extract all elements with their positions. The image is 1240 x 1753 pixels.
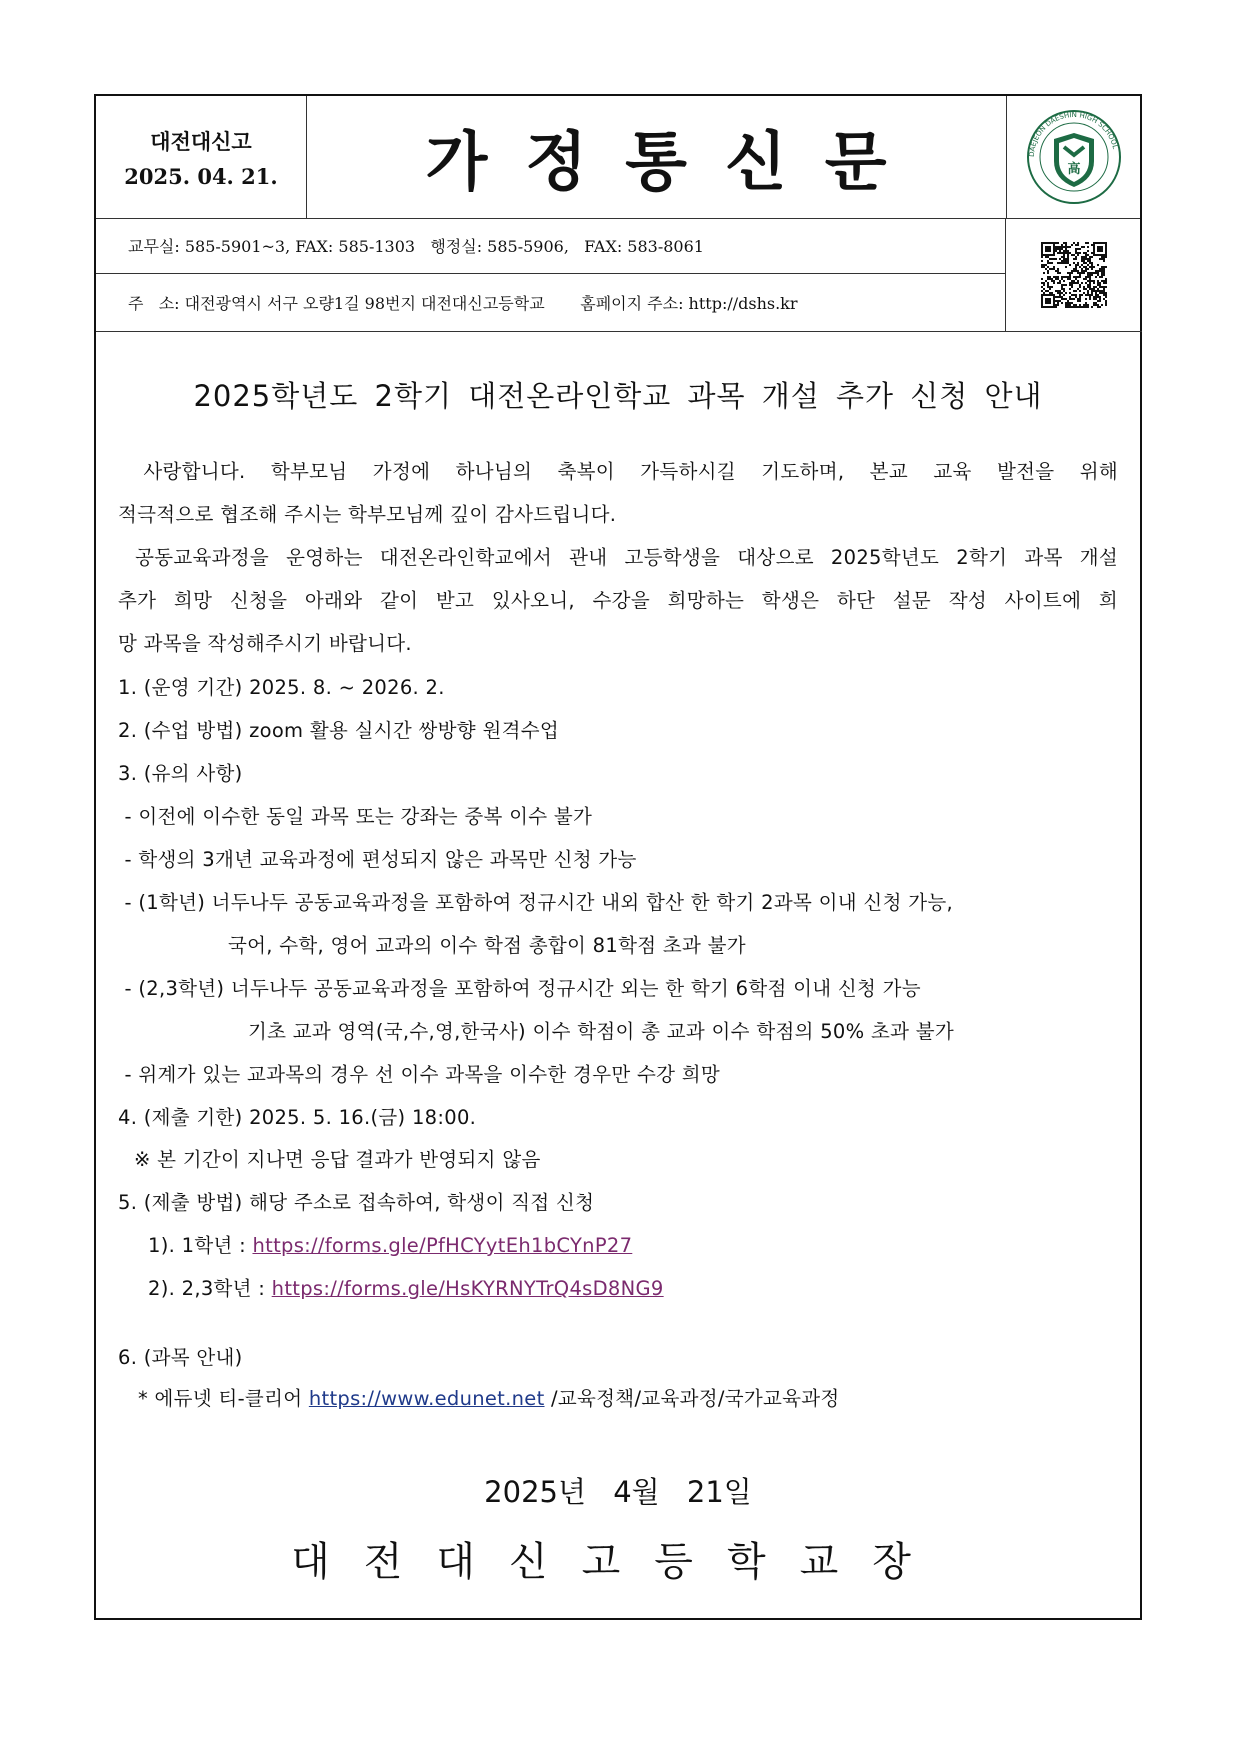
grade23-form-link[interactable]: https://forms.gle/HsKYRNYTrQ4sD8NG9 (271, 1277, 664, 1300)
intro2-paragraph (118, 536, 1118, 665)
intro-line: 적극적으로 협조해 주시는 학부모님께 깊이 감사드립니다. (118, 503, 617, 526)
note-prerequisite: - 위계가 있는 교과목의 경우 선 이수 과목을 이수한 경우만 수강 희망 (118, 1063, 721, 1086)
item-period: 1. (운영 기간) 2025. 8. ~ 2026. 2. (118, 676, 445, 699)
header (96, 96, 1140, 219)
item-method: 2. (수업 방법) zoom 활용 실시간 쌍방향 원격수업 (118, 719, 559, 742)
deadline-warning: ※ 본 기간이 지나면 응답 결과가 반영되지 않음 (134, 1148, 541, 1171)
school-emblem-icon (1026, 109, 1122, 205)
newsletter-title-box (306, 96, 1007, 218)
submit-grade23-label: 2). 2,3학년 : (148, 1277, 272, 1300)
note-grade23-limit: 기초 교과 영역(국,수,영,한국사) 이수 학점이 총 교과 이수 학점의 50% 초과 불가 (248, 1020, 955, 1043)
intro-line: 사랑합니다. 학부모님 가정에 하나님의 축복이 가득하시길 기도하며, 본교 교육 발전을 위해 (118, 460, 1118, 483)
contact-phone: 교무실: 585-5901~3, FAX: 585-1303 행정실: 585-5906, FAX: 583-8061 (128, 237, 704, 256)
contact-address: 주 소: 대전광역시 서구 오량1길 98번지 대전대신고등학교 홈페이지 주소: http://dshs.kr (128, 294, 798, 313)
issue-date: 2025. 04. 21. (124, 163, 278, 189)
qr-code[interactable] (1006, 218, 1142, 332)
item-notes: 3. (유의 사항) (118, 762, 243, 785)
logo-center-char: 高 (1067, 162, 1081, 177)
submit-grade1-label: 1). 1학년 : (148, 1234, 253, 1257)
intro2-line: 망 과목을 작성해주시기 바랍니다. (118, 632, 412, 655)
document-title: 2025학년도 2학기 대전온라인학교 과목 개설 추가 신청 안내 (193, 379, 1043, 413)
item-submit-method: 5. (제출 방법) 해당 주소로 접속하여, 학생이 직접 신청 (118, 1191, 595, 1214)
contact-phone-row (96, 218, 1006, 274)
note-curriculum: - 학생의 3개년 교육과정에 편성되지 않은 과목만 신청 가능 (118, 848, 637, 871)
subject-guide-line (138, 1383, 840, 1411)
grade1-form-link[interactable]: https://forms.gle/PfHCYytEh1bCYnP27 (252, 1234, 633, 1257)
notice-frame (94, 94, 1142, 1620)
school-name: 대전대신고 (150, 128, 252, 154)
edunet-link[interactable]: https://www.edunet.net (308, 1387, 545, 1410)
item-subject-guide: 6. (과목 안내) (118, 1346, 243, 1369)
principal-name: 대전대신고등학교장 (291, 1539, 945, 1585)
edunet-label: * 에듀넷 티-클리어 (138, 1387, 309, 1410)
submit-grade23 (148, 1273, 664, 1301)
note-grade23: - (2,3학년) 너두나두 공동교육과정을 포함하여 정규시간 외는 한 학기 6학점 이내 신청 가능 (118, 977, 921, 1000)
submit-grade1 (148, 1230, 632, 1258)
item-deadline: 4. (제출 기한) 2025. 5. 16.(금) 18:00. (118, 1106, 477, 1129)
edunet-path: /교육정책/교육과정/국가교육과정 (544, 1387, 840, 1410)
newsletter-title: 가정통신문 (425, 126, 925, 200)
intro-paragraph (118, 450, 1118, 536)
footer-date: 2025년 4월 21일 (484, 1475, 752, 1509)
note-grade1: - (1학년) 너두나두 공동교육과정을 포함하여 정규시간 내외 합산 한 학기 2과목 이내 신청 가능, (118, 891, 953, 914)
school-logo (1006, 96, 1142, 218)
intro2-line: 공동교육과정을 운영하는 대전온라인학교에서 관내 고등학생을 대상으로 2025학년도 2학기 과목 개설 (118, 546, 1118, 569)
qr-code-icon (1041, 242, 1107, 308)
intro2-line: 추가 희망 신청을 아래와 같이 받고 있사오니, 수강을 희망하는 학생은 하단 설문 작성 사이트에 희 (118, 589, 1118, 612)
contact-address-row (96, 274, 1006, 332)
school-date-box (96, 96, 307, 218)
note-grade1-limit: 국어, 수학, 영어 교과의 이수 학점 총합이 81학점 초과 불가 (228, 934, 746, 957)
logo-ring-text: DAEJEON DAESHIN HIGH SCHOOL (1027, 110, 1120, 158)
note-duplicate: - 이전에 이수한 동일 과목 또는 강좌는 중복 이수 불가 (118, 805, 593, 828)
